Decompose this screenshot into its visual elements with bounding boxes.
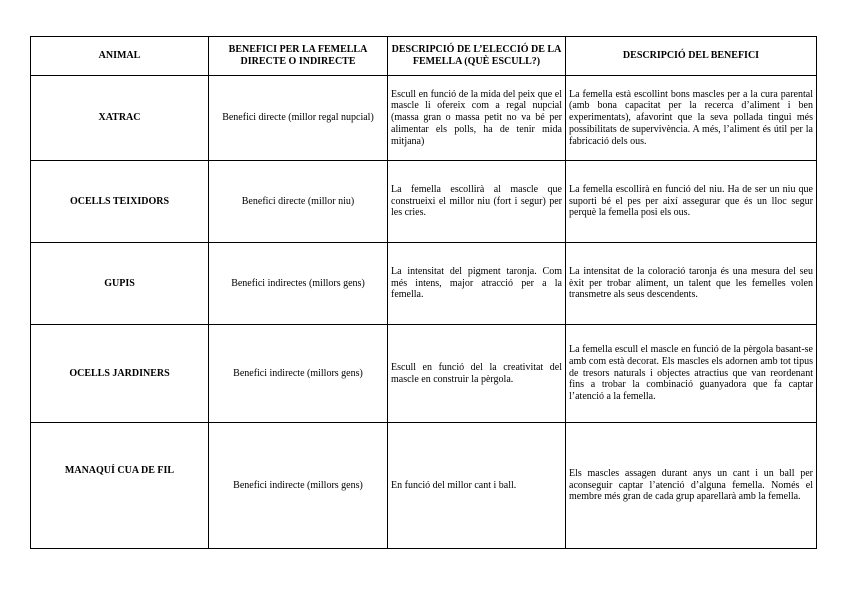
cell-animal: OCELLS TEIXIDORS [31, 161, 209, 243]
cell-description: La femella escull el mascle en funció de la pèrgola basant-se amb com està decorat. Els mascles els adornen amb tot tipus de tresors naturals i objectes atractius que van reordenant fins a trobar la combinació guanyadora que fa captar l’atenció a la femella. [566, 325, 817, 423]
header-benefit-description: DESCRIPCIÓ DEL BENEFICI [566, 37, 817, 76]
cell-choice: La femella escollirà al mascle que construeixi el millor niu (fort i segur) per les cries. [388, 161, 566, 243]
table-row [31, 423, 817, 549]
header-animal: ANIMAL [31, 37, 209, 76]
cell-description: Els mascles assagen durant anys un cant i un ball per aconseguir captar l’atenció d’alguna femella. Només el membre més gran de cada grup aparellarà amb la femella. [566, 423, 817, 549]
cell-choice: Escull en funció de la mida del peix que el mascle li ofereix com a regal nupcial (massa gran o massa petit no va bé per alimentar els polls, ha de tenir mida mitjana) [388, 76, 566, 161]
cell-choice: En funció del millor cant i ball. [388, 423, 566, 549]
header-choice-description: DESCRIPCIÓ DE L’ELECCIÓ DE LA FEMELLA (QUÈ ESCULL?) [388, 37, 566, 76]
cell-animal: XATRAC [31, 76, 209, 161]
cell-benefit: Benefici indirecte (millors gens) [209, 423, 388, 549]
selection-table [30, 36, 817, 549]
table-row [31, 76, 817, 161]
cell-animal: MANAQUÍ CUA DE FIL [31, 423, 209, 549]
table-row [31, 243, 817, 325]
cell-benefit: Benefici indirectes (millors gens) [209, 243, 388, 325]
cell-choice: La intensitat del pigment taronja. Com més intens, major atracció per a la femella. [388, 243, 566, 325]
cell-description: La intensitat de la coloració taronja és una mesura del seu èxit per trobar aliment, un talent que les femelles volen transmetre als seus descendents. [566, 243, 817, 325]
cell-description: La femella escollirà en funció del niu. Ha de ser un niu que suporti bé el pes per així assegurar que és un lloc segur perquè la femella posi els ous. [566, 161, 817, 243]
table-row [31, 161, 817, 243]
cell-benefit: Benefici indirecte (millors gens) [209, 325, 388, 423]
table-header-row [31, 37, 817, 76]
header-benefit-type: BENEFICI PER LA FEMELLA DIRECTE O INDIRECTE [209, 37, 388, 76]
cell-benefit: Benefici directe (millor regal nupcial) [209, 76, 388, 161]
cell-choice: Escull en funció del la creativitat del mascle en construir la pèrgola. [388, 325, 566, 423]
cell-animal: OCELLS JARDINERS [31, 325, 209, 423]
cell-description: La femella està escollint bons mascles per a la cura parental (amb bona capacitat per la recerca d’aliment i ben experimentats), afavorint que la seva pollada tingui més possibilitats de supervivència. A més, l’aliment és útil per la fabricació dels ous. [566, 76, 817, 161]
cell-benefit: Benefici directe (millor niu) [209, 161, 388, 243]
cell-animal: GUPIS [31, 243, 209, 325]
table-row [31, 325, 817, 423]
